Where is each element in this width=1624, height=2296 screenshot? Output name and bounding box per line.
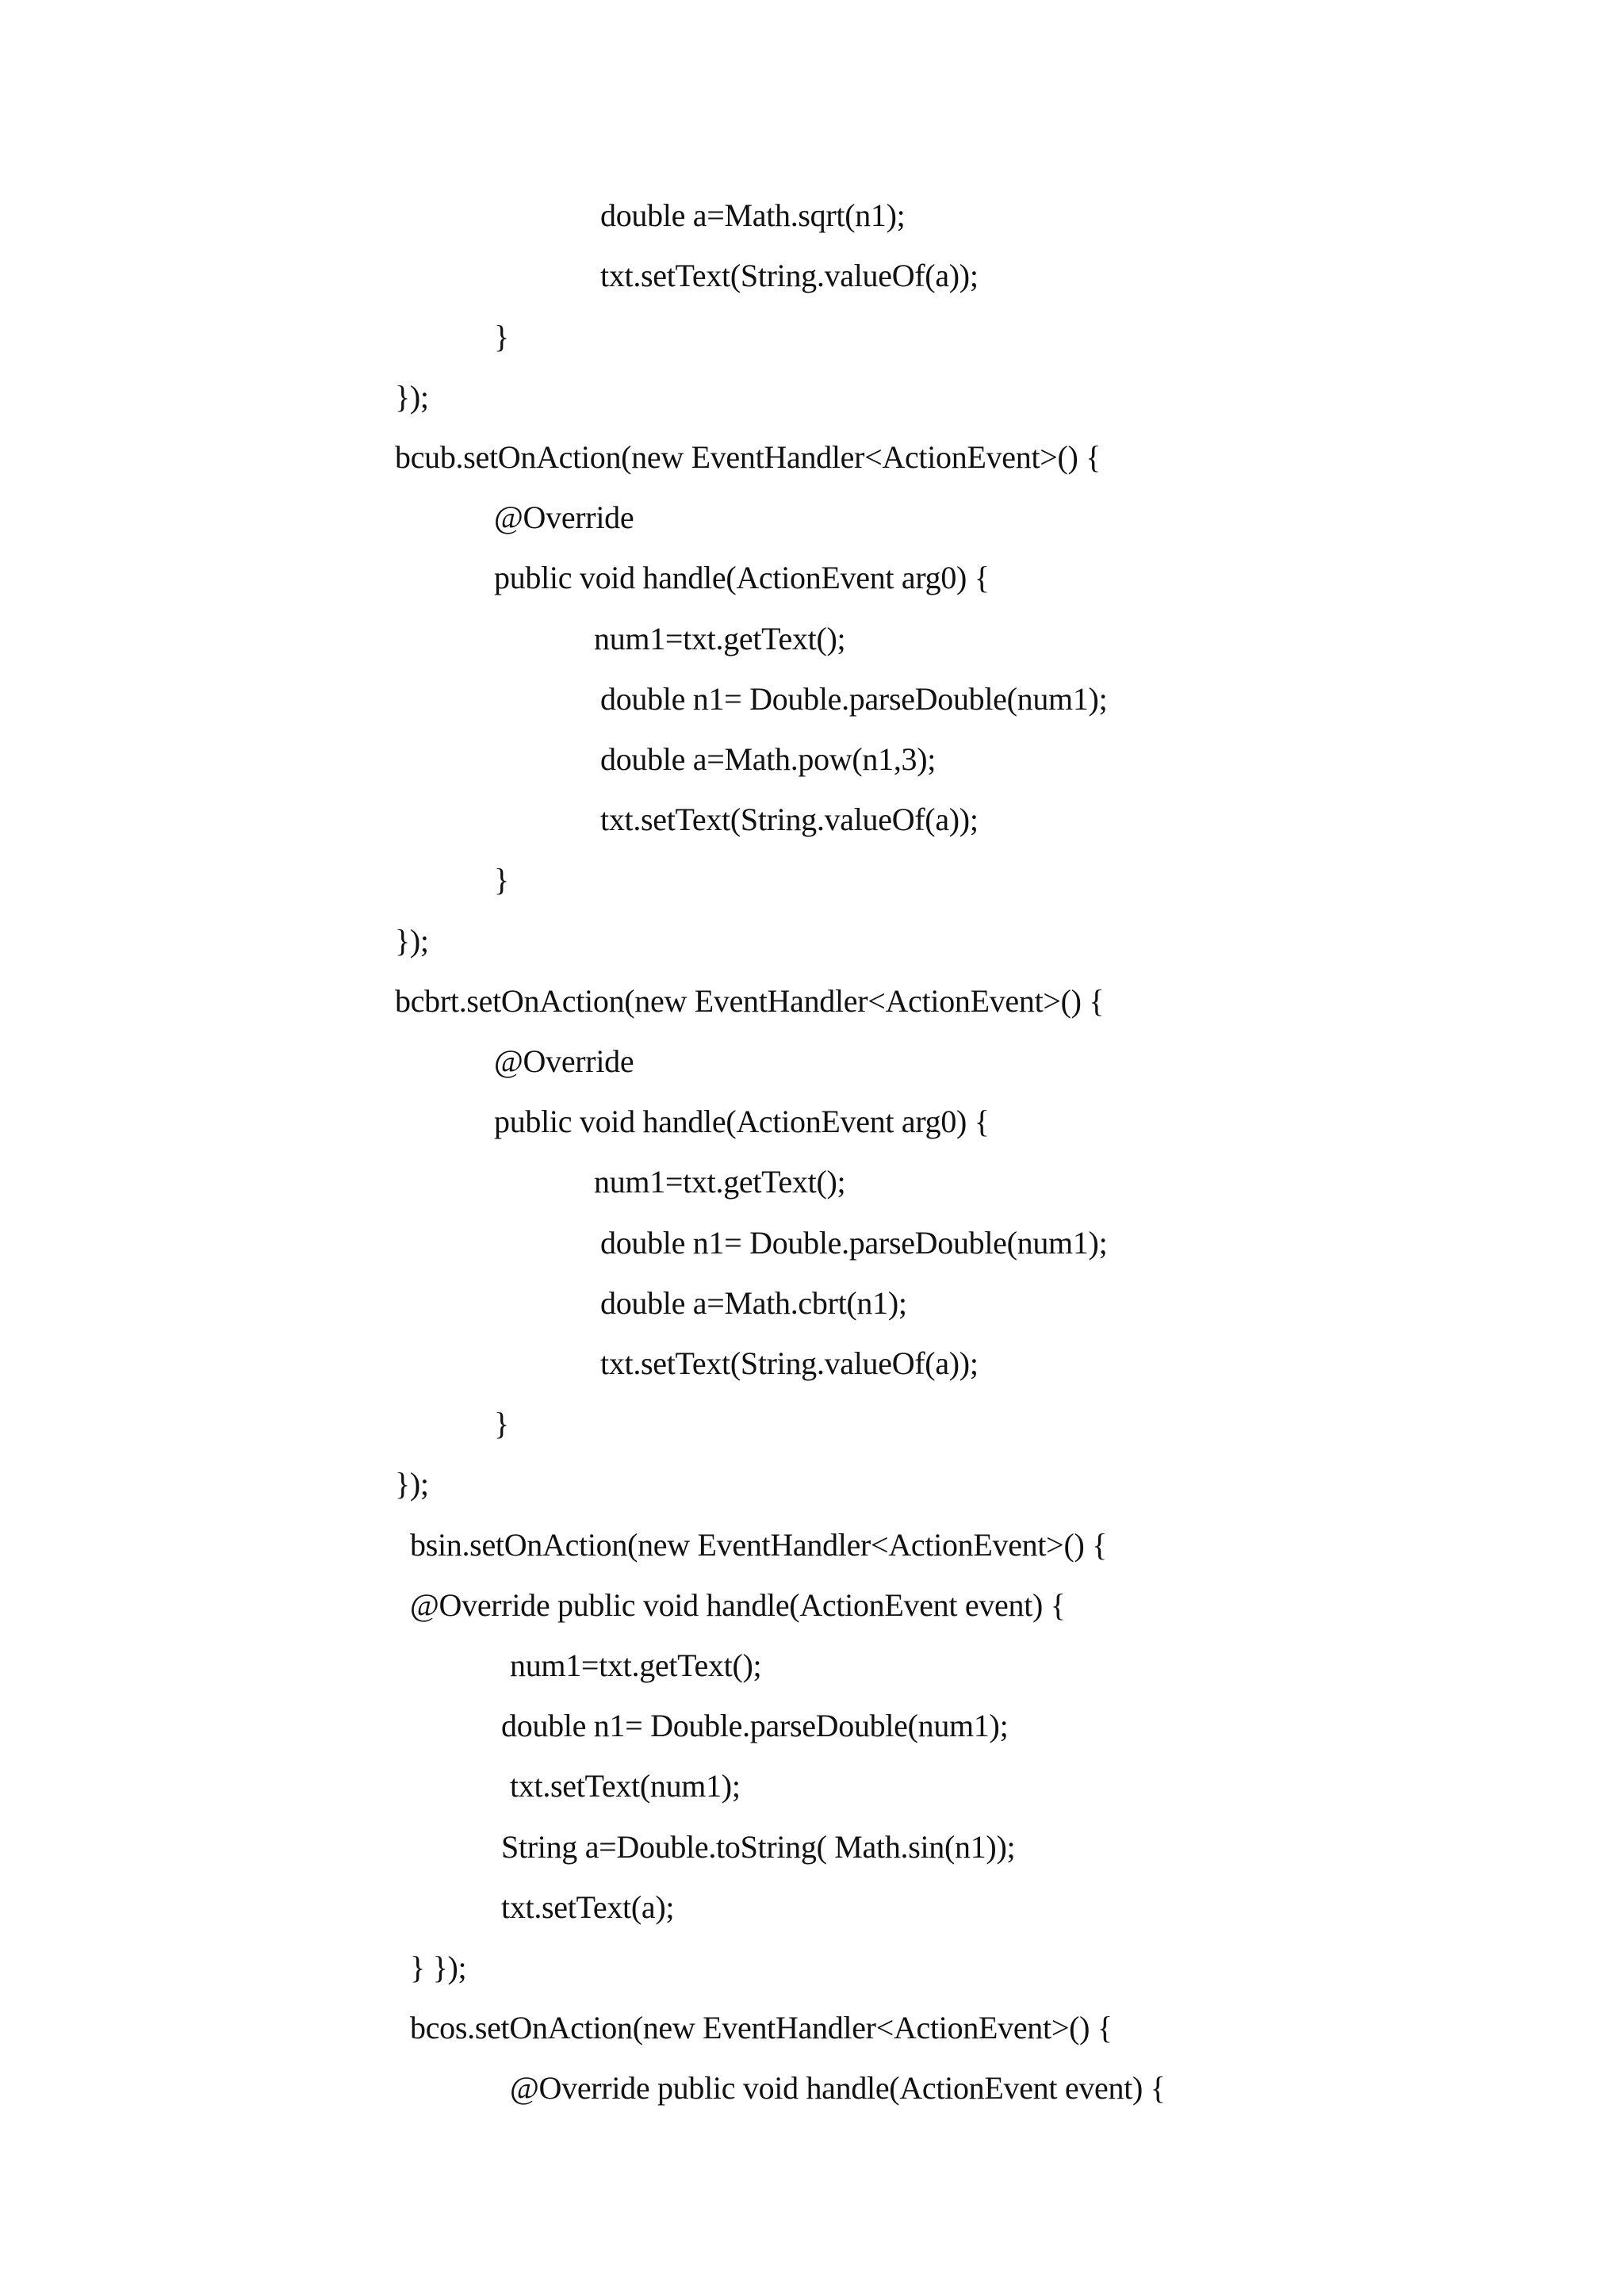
code-line: double n1= Double.parseDouble(num1); [600, 1225, 1108, 1261]
code-line: txt.setText(a); [501, 1889, 675, 1925]
code-line: }); [395, 1466, 429, 1502]
code-line: txt.setText(String.valueOf(a)); [600, 258, 979, 293]
code-line: @Override [494, 499, 634, 535]
code-line: public void handle(ActionEvent arg0) { [494, 1104, 990, 1139]
code-line: @Override [494, 1043, 634, 1079]
code-line: double a=Math.pow(n1,3); [600, 741, 936, 777]
code-line: }); [395, 923, 429, 959]
code-line: }); [395, 379, 429, 415]
code-line: String a=Double.toString( Math.sin(n1)); [501, 1829, 1016, 1865]
code-line: double a=Math.cbrt(n1); [600, 1285, 907, 1321]
code-line: txt.setText(String.valueOf(a)); [600, 802, 979, 837]
code-line: bcbrt.setOnAction(new EventHandler<ActionEvent>() { [395, 983, 1105, 1019]
code-line: } [494, 862, 509, 897]
code-line: @Override public void handle(ActionEvent event) { [410, 1587, 1066, 1623]
code-line: } [494, 1406, 509, 1441]
code-line: double n1= Double.parseDouble(num1); [600, 681, 1108, 717]
code-line: public void handle(ActionEvent arg0) { [494, 560, 990, 595]
code-line: } }); [410, 1950, 467, 1985]
code-line: bcub.setOnAction(new EventHandler<ActionEvent>() { [395, 439, 1101, 475]
code-line: double n1= Double.parseDouble(num1); [501, 1708, 1009, 1743]
code-line: txt.setText(num1); [510, 1768, 741, 1804]
code-line: txt.setText(String.valueOf(a)); [600, 1345, 979, 1381]
code-line: bsin.setOnAction(new EventHandler<ActionEvent>() { [410, 1527, 1108, 1563]
code-line: bcos.setOnAction(new EventHandler<ActionEvent>() { [410, 2010, 1113, 2045]
code-line: num1=txt.getText(); [594, 1164, 846, 1200]
code-line: @Override public void handle(ActionEvent event) { [510, 2070, 1166, 2106]
code-line: } [494, 319, 509, 354]
code-line: double a=Math.sqrt(n1); [600, 197, 906, 233]
code-line: num1=txt.getText(); [594, 621, 846, 656]
code-line: num1=txt.getText(); [510, 1647, 762, 1683]
